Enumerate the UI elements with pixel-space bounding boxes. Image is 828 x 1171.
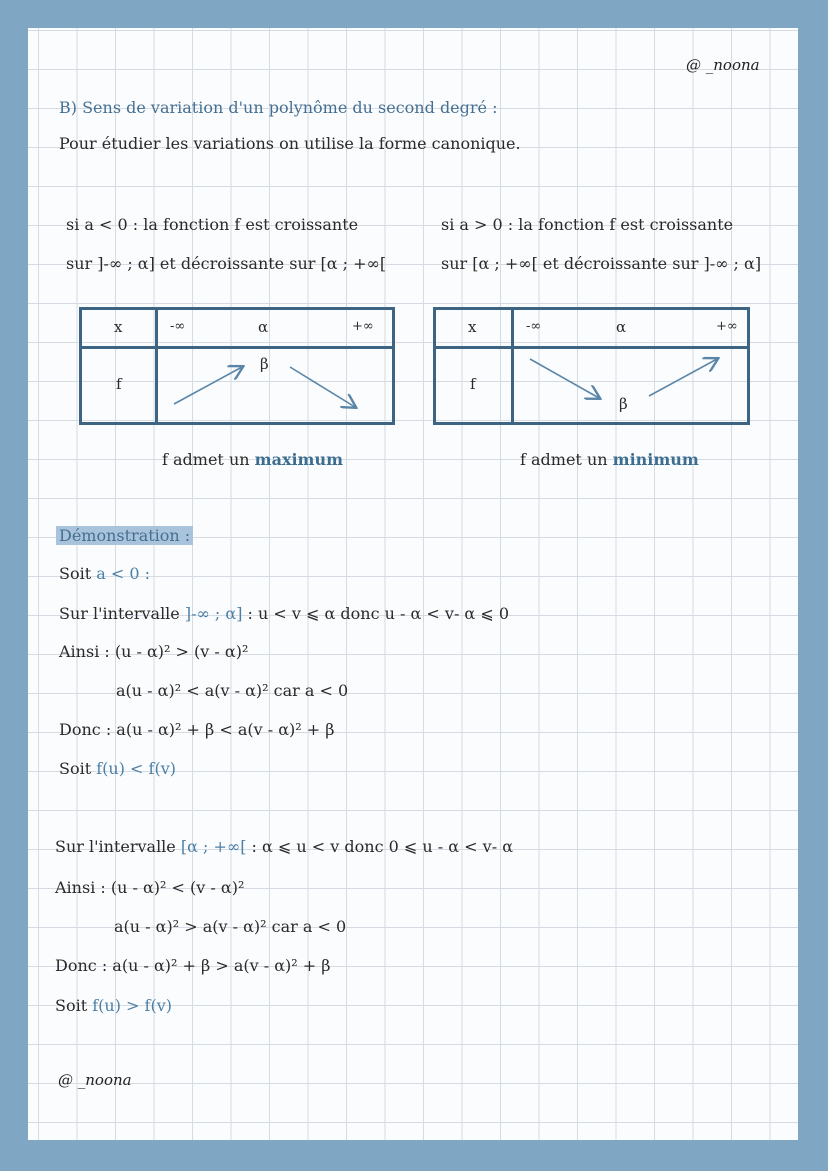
demo-title-text: Démonstration : bbox=[56, 526, 193, 545]
right-conclusion bbox=[520, 450, 699, 469]
notebook-page bbox=[28, 28, 798, 1140]
left-conclusion-word: maximum bbox=[254, 450, 344, 469]
left-conclusion bbox=[162, 450, 343, 469]
demo-p2-line4: Donc : a(u - α)² + β > a(v - α)² + β bbox=[55, 956, 331, 975]
table-plus-inf: +∞ bbox=[352, 319, 374, 334]
left-case-line1: si a < 0 : la fonction f est croissante bbox=[66, 215, 359, 234]
left-conclusion-prefix: f admet un bbox=[162, 450, 255, 469]
demo-p1-line3: a(u - α)² < a(v - α)² car a < 0 bbox=[116, 681, 349, 700]
p2-l1-rest: : α ⩽ u < v donc 0 ⩽ u - α < v- α bbox=[246, 837, 513, 856]
variation-table-min bbox=[433, 307, 750, 425]
demo-p2-line5 bbox=[55, 996, 172, 1015]
p1-l1-interval: ]-∞ ; α] bbox=[184, 604, 243, 623]
p1-l5-result: f(u) < f(v) bbox=[96, 759, 176, 778]
demo-p2-line1 bbox=[55, 837, 513, 856]
p1-l1-rest: : u < v ⩽ α donc u - α < v- α ⩽ 0 bbox=[242, 604, 509, 623]
table-x-label: x bbox=[114, 318, 123, 336]
demo-title bbox=[56, 526, 193, 545]
right-case-line1: si a > 0 : la fonction f est croissante bbox=[441, 215, 734, 234]
table-beta: β bbox=[619, 395, 628, 413]
table-f-label: f bbox=[470, 375, 476, 393]
table-minus-inf: -∞ bbox=[526, 319, 542, 334]
table-f-label: f bbox=[116, 375, 122, 393]
increasing-arrow-icon bbox=[82, 310, 398, 428]
demo-p2-line2: Ainsi : (u - α)² < (v - α)² bbox=[55, 878, 245, 897]
table-x-label: x bbox=[468, 318, 477, 336]
p2-l5-result: f(u) > f(v) bbox=[92, 996, 172, 1015]
table-minus-inf: -∞ bbox=[170, 319, 186, 334]
signature-top: @ _noona bbox=[686, 56, 760, 74]
demo-soit-cond: a < 0 : bbox=[96, 564, 151, 583]
table-alpha: α bbox=[258, 318, 269, 336]
demo-soit-label: Soit bbox=[59, 564, 97, 583]
demo-p1-line1 bbox=[59, 604, 509, 623]
demo-p2-line3: a(u - α)² > a(v - α)² car a < 0 bbox=[114, 917, 347, 936]
p2-l1-prefix: Sur l'intervalle bbox=[55, 837, 181, 856]
p2-l5-prefix: Soit bbox=[55, 996, 93, 1015]
p1-l1-prefix: Sur l'intervalle bbox=[59, 604, 185, 623]
right-conclusion-word: minimum bbox=[612, 450, 699, 469]
demo-p1-line5 bbox=[59, 759, 176, 778]
table-alpha: α bbox=[616, 318, 627, 336]
intro-text: Pour étudier les variations on utilise la forme canonique. bbox=[59, 134, 521, 153]
p1-l5-prefix: Soit bbox=[59, 759, 97, 778]
section-heading: B) Sens de variation d'un polynôme du second degré : bbox=[59, 98, 498, 117]
variation-table-max bbox=[79, 307, 395, 425]
demo-soit bbox=[59, 564, 150, 583]
demo-p1-line2: Ainsi : (u - α)² > (v - α)² bbox=[59, 642, 249, 661]
left-case-line2: sur ]-∞ ; α] et décroissante sur [α ; +∞[ bbox=[66, 254, 387, 273]
table-plus-inf: +∞ bbox=[716, 319, 738, 334]
signature-bottom: @ _noona bbox=[58, 1071, 132, 1089]
table-beta: β bbox=[260, 355, 269, 373]
decreasing-arrow-icon bbox=[436, 310, 753, 428]
p2-l1-interval: [α ; +∞[ bbox=[180, 837, 247, 856]
right-case-line2: sur [α ; +∞[ et décroissante sur ]-∞ ; α] bbox=[441, 254, 762, 273]
demo-p1-line4: Donc : a(u - α)² + β < a(v - α)² + β bbox=[59, 720, 335, 739]
right-conclusion-prefix: f admet un bbox=[520, 450, 613, 469]
